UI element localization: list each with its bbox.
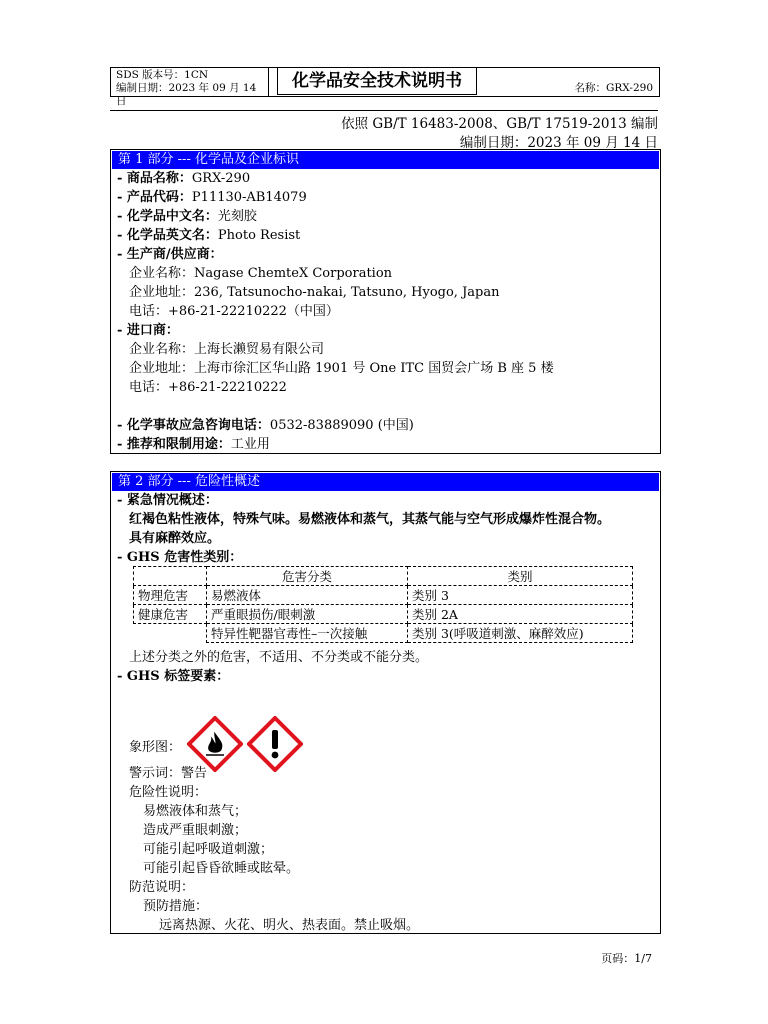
- overview-line-2: 具有麻醉效应。: [129, 531, 221, 546]
- table-cell-class: 易燃液体: [207, 586, 408, 605]
- table-cell-category: 类别 2A: [408, 605, 633, 624]
- label-elements-label: - GHS 标签要素：: [117, 669, 230, 684]
- emergency-row: [117, 416, 414, 435]
- emergency-label: - 化学事故应急咨询电话：: [117, 418, 270, 433]
- usage-row: [117, 435, 270, 454]
- prevention-label: 预防措施：: [143, 899, 209, 914]
- cn-name-row: [117, 207, 257, 226]
- precaution-label: 防范说明：: [129, 880, 195, 895]
- en-name-label: - 化学品英文名：: [117, 228, 218, 243]
- table-cell-category: 类别 3(呼吸道刺激、麻醉效应): [408, 624, 633, 643]
- ghs-class-label: - GHS 危害性类别：: [117, 550, 243, 565]
- mfr-address: 企业地址：236, Tatsunocho-nakai, Tatsuno, Hyogo, Japan: [129, 285, 500, 300]
- usage-value: 工业用: [230, 437, 270, 452]
- mfr-phone: 电话：+86-21-22210222（中国）: [129, 304, 339, 319]
- mfr-company: 企业名称：Nagase ChemteX Corporation: [129, 266, 393, 281]
- other-hazards: 上述分类之外的危害，不适用、不分类或不能分类。: [129, 650, 429, 665]
- table-cell-category: 类别 3: [408, 586, 633, 605]
- exclamation-pictogram-icon: [247, 716, 303, 772]
- document-header: [110, 67, 660, 107]
- imp-company: 企业名称：上海长濑贸易有限公司: [129, 342, 325, 357]
- table-row: [134, 586, 633, 605]
- header-rule: [110, 110, 658, 111]
- hazard-statement: 易燃液体和蒸气；: [143, 804, 248, 819]
- section-2: [110, 471, 661, 934]
- overview-line-1: 红褐色粘性液体，特殊气味。易燃液体和蒸气，其蒸气能与空气形成爆炸性混合物。: [129, 512, 611, 527]
- hazard-statement: 可能引起呼吸道刺激；: [143, 842, 274, 857]
- product-code-value: P11130-AB14079: [191, 190, 307, 205]
- standard-reference: 依照 GB/T 16483-2008、GB/T 17519-2013 编制: [341, 116, 658, 132]
- header-product-name: 名称：GRX-290: [574, 82, 653, 94]
- product-code-label: - 产品代码：: [117, 190, 192, 205]
- pictogram-label: 象形图：: [129, 740, 182, 755]
- sds-version: SDS 版本号：1CN: [116, 69, 209, 81]
- table-row: [134, 624, 633, 643]
- signal-word: 警示词：警告: [129, 766, 208, 781]
- hazard-statements-label: 危险性说明：: [129, 785, 208, 800]
- section-2-title: 第 2 部分 --- 危险性概述: [112, 473, 659, 491]
- section-1: [110, 149, 661, 454]
- table-header-category: 类别: [408, 567, 633, 586]
- page-number: 页码：1/7: [601, 952, 652, 965]
- en-name-value: Photo Resist: [217, 228, 301, 243]
- table-header-hazard-class: 危害分类: [207, 567, 408, 586]
- compile-date: 编制日期：2023 年 09 月 14 日: [116, 82, 257, 107]
- en-name-row: [117, 226, 300, 245]
- table-cell-class: 特异性靶器官毒性–一次接触: [207, 624, 408, 643]
- table-row: [134, 605, 633, 624]
- header-version-box: [111, 68, 269, 107]
- manufacturer-label: - 生产商/供应商：: [117, 247, 223, 262]
- table-cell-type: [134, 624, 207, 643]
- table-cell-type: 健康危害: [134, 605, 207, 624]
- product-code-row: [117, 188, 307, 207]
- section-1-title: 第 1 部分 --- 化学品及企业标识: [112, 151, 659, 169]
- table-header-empty: [134, 567, 207, 586]
- importer-label: - 进口商：: [117, 323, 179, 338]
- trade-name-row: [117, 169, 250, 188]
- ghs-class-table: [133, 566, 633, 643]
- emergency-phone: 0532-83889090 (中国): [269, 418, 414, 433]
- imp-address: 企业地址：上海市徐汇区华山路 1901 号 One ITC 国贸会广场 B 座 5 楼: [129, 361, 554, 376]
- compile-date-meta: 编制日期：2023 年 09 月 14 日: [459, 135, 658, 151]
- cn-name-value: 光刻胶: [217, 209, 257, 224]
- overview-label: - 紧急情况概述：: [117, 493, 218, 508]
- table-cell-type: 物理危害: [134, 586, 207, 605]
- trade-name-value: GRX-290: [191, 171, 251, 186]
- cn-name-label: - 化学品中文名：: [117, 209, 218, 224]
- hazard-statement: 造成严重眼刺激；: [143, 823, 248, 838]
- imp-phone: 电话：+86-21-22210222: [129, 380, 287, 395]
- usage-label: - 推荐和限制用途：: [117, 437, 231, 452]
- table-header-row: [134, 567, 633, 586]
- hazard-statement: 可能引起昏昏欲睡或眩晕。: [143, 861, 300, 876]
- document-title: 化学品安全技术说明书: [277, 68, 477, 95]
- table-cell-class: 严重眼损伤/眼刺激: [207, 605, 408, 624]
- trade-name-label: - 商品名称：: [117, 171, 192, 186]
- prevention-statement: 远离热源、火花、明火、热表面。禁止吸烟。: [159, 918, 420, 933]
